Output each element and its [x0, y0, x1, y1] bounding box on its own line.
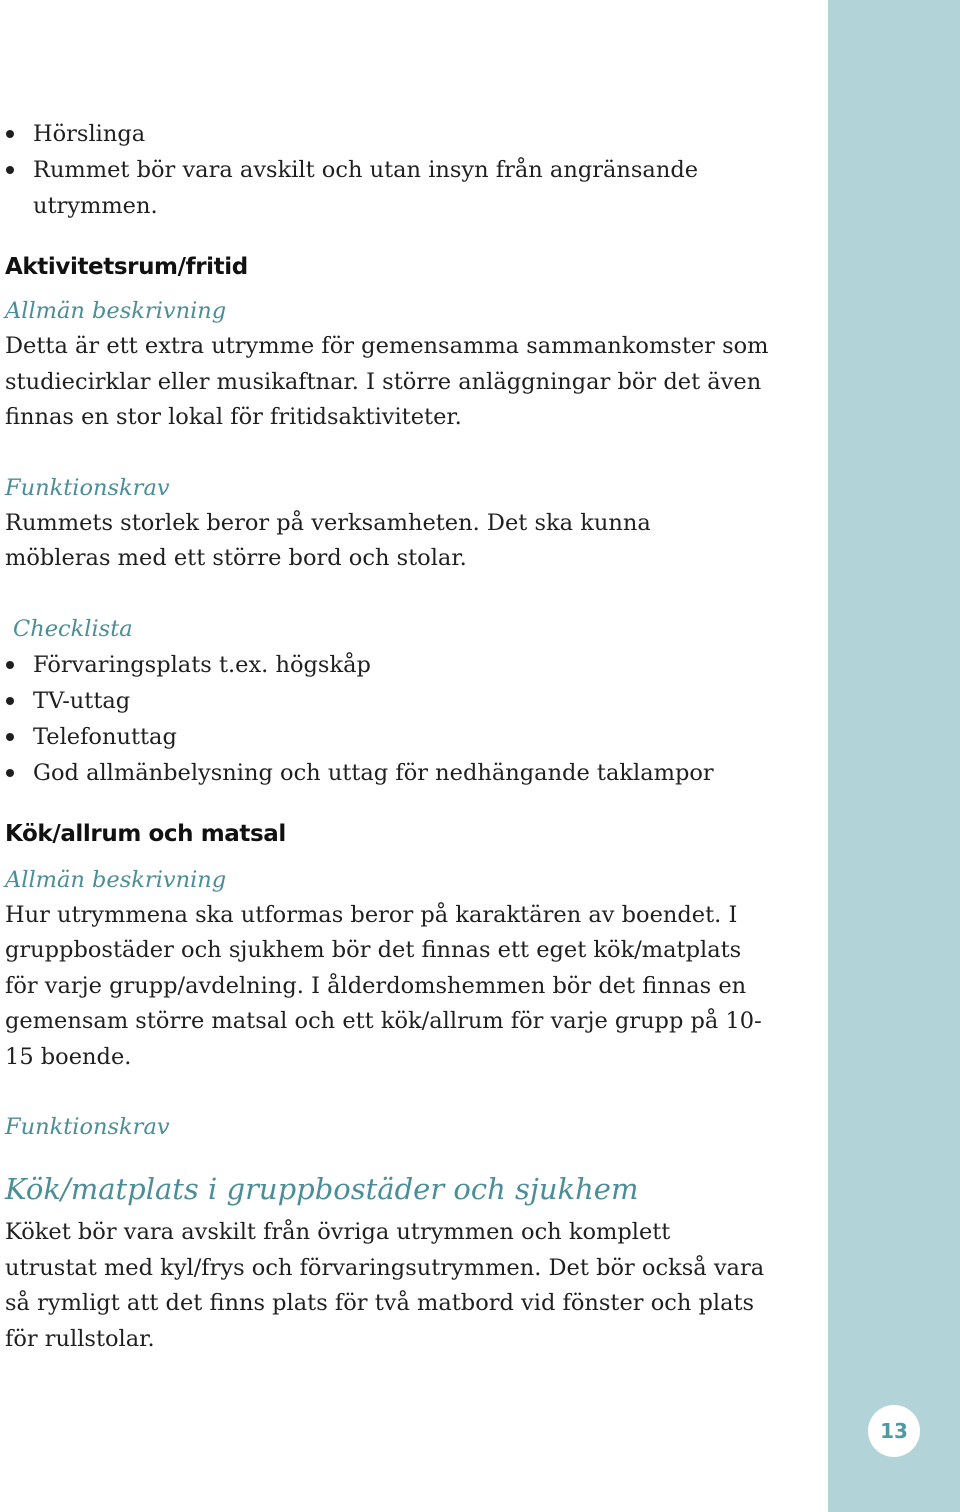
checklist-label: Checklista	[13, 615, 133, 642]
page-number: 13	[880, 1419, 908, 1443]
general-description-label: Allmän beskrivning	[5, 298, 227, 324]
general-description-text: Detta är ett extra utrymme för gemensamma sammankomster som studiecirklar eller musikaftnar. I större anläggningar bör det även finnas en stor lokal för fritidsaktiviteter.	[5, 333, 769, 430]
list-item: Rummet bör vara avskilt och utan insyn från angränsande utrymmen.	[5, 152, 745, 224]
general-description-label: Allmän beskrivning	[5, 866, 227, 893]
section-heading-activity-room: Aktivitetsrum/fritid	[5, 254, 248, 280]
list-item: Hörslinga	[5, 116, 745, 152]
requirements-label: Funktionskrav	[5, 1114, 170, 1140]
subsection-heading: Kök/matplats i gruppbostäder och sjukhem	[5, 1172, 639, 1206]
requirements-text: Rummets storlek beror på verksamheten. Det ska kunna möbleras med ett större bord och stolar.	[5, 509, 651, 571]
subsection-text: Köket bör vara avskilt från övriga utrymmen och komplett utrustat med kyl/frys och förvaringsutrymmen. Det bör också vara så rymligt att det finns plats för två matbord vid fönster och plats för rullstolar.	[5, 1219, 765, 1352]
list-item: Telefonuttag	[5, 719, 795, 755]
intro-bullet-list	[5, 116, 745, 224]
list-item: Förvaringsplats t.ex. högskåp	[5, 647, 795, 683]
checklist	[5, 647, 795, 791]
general-description-text: Hur utrymmena ska utformas beror på karaktären av boendet. I gruppbostäder och sjukhem bör det finnas ett eget kök/matplats för varje grupp/avdelning. I ålderdomshemmen bör det finnas en gemensam större matsal och ett kök/allrum för varje grupp på 10-15 boende.	[5, 901, 762, 1070]
section-heading-kitchen: Kök/allrum och matsal	[5, 820, 286, 847]
margin-sidebar	[828, 0, 960, 1512]
requirements-label: Funktionskrav	[5, 474, 170, 501]
list-item: God allmänbelysning och uttag för nedhängande taklampor	[5, 755, 795, 791]
page-content	[5, 0, 795, 1357]
page-number-badge	[868, 1405, 920, 1457]
list-item: TV-uttag	[5, 683, 795, 719]
